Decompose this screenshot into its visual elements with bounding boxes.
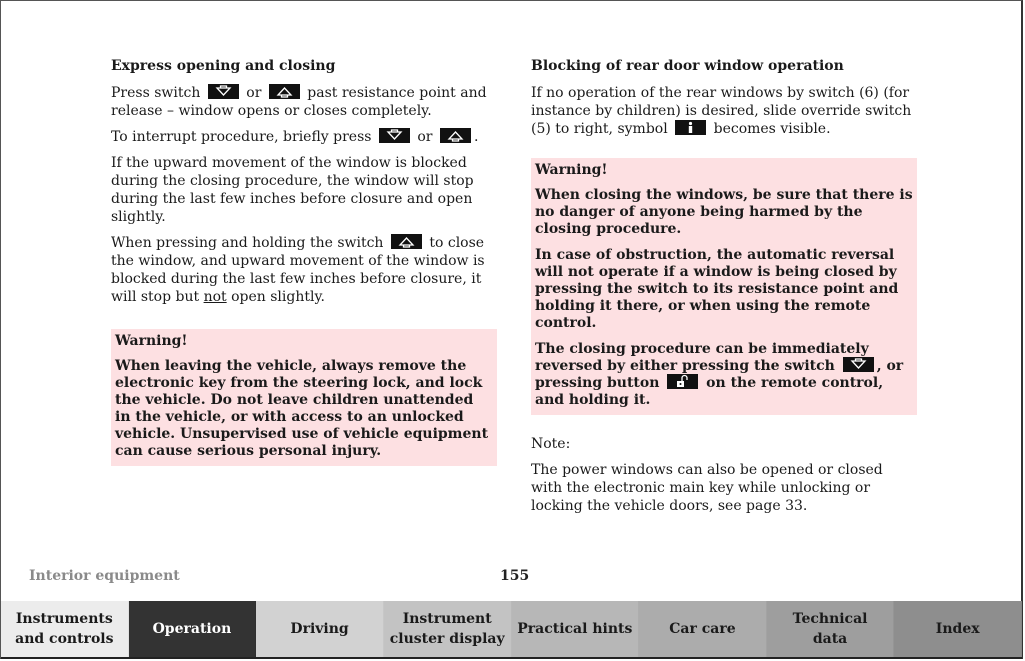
right-column [531,57,916,523]
window-up-switch-icon [391,234,422,249]
tab-practical-hints[interactable]: Practical hints [512,601,640,657]
child-symbol-icon [675,120,706,135]
tab-car-care[interactable]: Car care [639,601,767,657]
tab-driving[interactable]: Driving [256,601,384,657]
section-heading-express: Express opening and closing [111,58,336,74]
tab-instrument-cluster-display[interactable]: Instrument cluster display [384,601,512,657]
tab-technical-data[interactable]: Technical data [767,601,895,657]
window-up-switch-icon [269,84,300,99]
tab-instruments-and-controls[interactable]: Instruments and controls [1,601,129,657]
paragraph-interrupt: To interrupt procedure, briefly press or . [111,129,479,145]
warning-text-harm: When closing the windows, be sure that there is no danger of anyone being harmed by the closing procedure. [535,187,913,237]
warning-text-reverse: The closing procedure can be immediately reversed by either pressing the switch , or pressing button on the remote control, and holding it. [535,341,904,408]
window-down-switch-icon [843,357,874,372]
tab-index[interactable]: Index [894,601,1022,657]
section-heading-blocking: Blocking of rear door window operation [531,58,844,74]
page-number: 155 [500,568,530,584]
section-label: Interior equipment [29,568,180,584]
note-text: The power windows can also be opened or closed with the electronic main key while unlocking or locking the vehicle doors, see page 33. [531,462,883,514]
warning-title: Warning! [535,162,608,178]
tab-operation[interactable]: Operation [129,601,257,657]
paragraph-press-switch: Press switch or past resistance point and release – window opens or closes completely. [111,85,487,119]
window-down-switch-icon [379,128,410,143]
paragraph-press-hold: When pressing and holding the switch to close the window, and upward movement of the window is blocked during the last few inches before closure, it will stop but not open slightly. [111,235,485,305]
paragraph-override-switch: If no operation of the rear windows by switch (6) (for instance by children) is desired, slide override switch (5) to right, symbol becomes visible. [531,85,912,137]
window-up-switch-icon [440,128,471,143]
left-column [111,57,496,466]
warning-text-obstruction: In case of obstruction, the automatic reversal will not operate if a window is being closed by pressing the switch to its resistance point and holding it there, or when using the remote control. [535,247,899,331]
warning-text: When leaving the vehicle, always remove the electronic key from the steering lock, and lock the vehicle. Do not leave children unattended in the vehicle, or with access to an unlocked vehicle. Unsupervised use of vehicle equipment can cause serious personal injury. [115,358,489,459]
warning-title: Warning! [115,333,188,349]
warning-box-vehicle [111,329,497,466]
warning-box-closing [531,158,917,415]
unlock-button-icon [667,374,698,389]
chapter-tab-bar [1,601,1022,659]
note-label: Note: [531,436,571,452]
paragraph-upward-blocked: If the upward movement of the window is blocked during the closing procedure, the window will stop during the last few inches before closure and open slightly. [111,155,474,225]
window-down-switch-icon [208,84,239,99]
